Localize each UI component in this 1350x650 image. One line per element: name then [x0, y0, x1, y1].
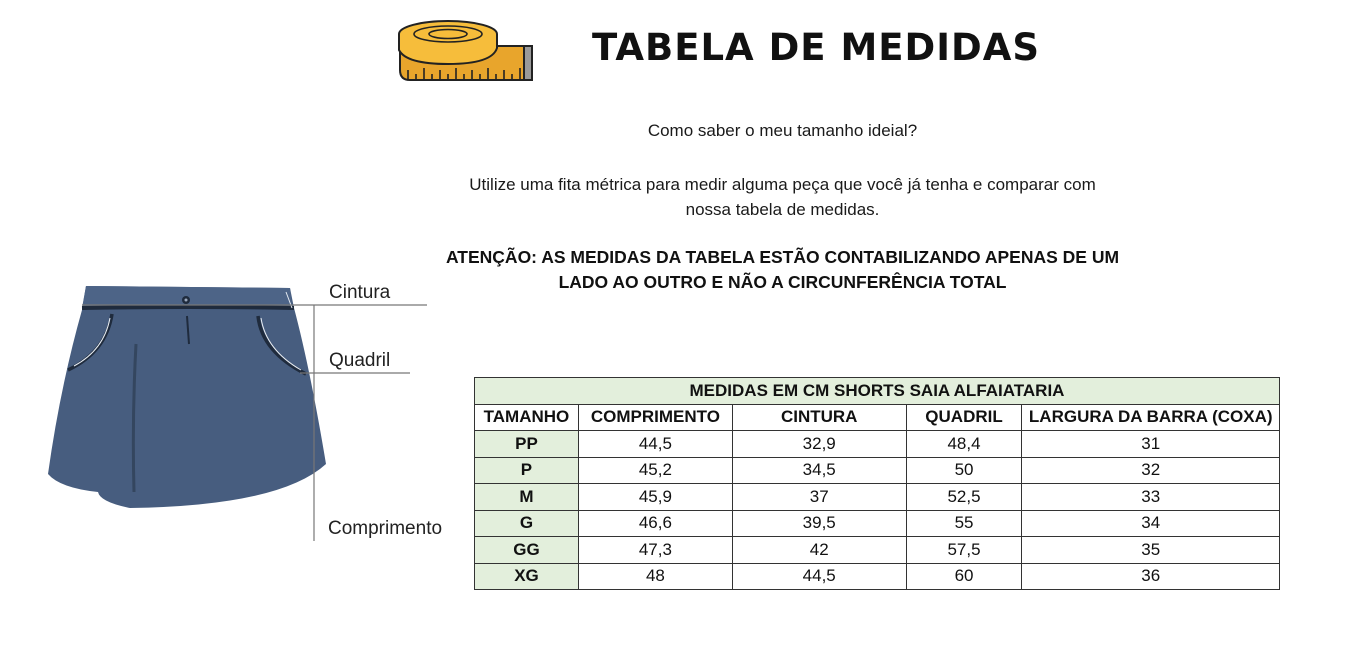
header-cintura: CINTURA	[732, 404, 906, 431]
table-cell: 42	[732, 537, 906, 564]
size-cell: GG	[475, 537, 579, 564]
table-row	[475, 510, 1280, 537]
warning-text	[400, 245, 1165, 295]
header-largura-barra: LARGURA DA BARRA (COXA)	[1022, 404, 1280, 431]
label-quadril: Quadril	[329, 350, 391, 371]
label-cintura: Cintura	[329, 282, 391, 303]
table-cell: 34,5	[732, 457, 906, 484]
table-cell: 35	[1022, 537, 1280, 564]
size-cell: M	[475, 484, 579, 511]
instruction-text	[400, 172, 1165, 222]
table-cell: 44,5	[732, 563, 906, 590]
table-row	[475, 457, 1280, 484]
table-caption-row	[475, 378, 1280, 405]
table-cell: 46,6	[578, 510, 732, 537]
table-header-row	[475, 404, 1280, 431]
table-cell: 37	[732, 484, 906, 511]
header-quadril: QUADRIL	[906, 404, 1022, 431]
table-row	[475, 484, 1280, 511]
header-tamanho: TAMANHO	[475, 404, 579, 431]
table-cell: 50	[906, 457, 1022, 484]
table-cell: 47,3	[578, 537, 732, 564]
skirt-shorts-illustration	[40, 278, 340, 518]
table-cell: 52,5	[906, 484, 1022, 511]
size-table	[474, 377, 1280, 590]
size-cell: PP	[475, 431, 579, 458]
size-cell: G	[475, 510, 579, 537]
table-cell: 57,5	[906, 537, 1022, 564]
instruction-line-1: Utilize uma fita métrica para medir alguma peça que você já tenha e comparar com	[469, 175, 1096, 194]
table-cell: 45,2	[578, 457, 732, 484]
table-cell: 45,9	[578, 484, 732, 511]
table-row	[475, 537, 1280, 564]
table-cell: 34	[1022, 510, 1280, 537]
table-cell: 44,5	[578, 431, 732, 458]
page-title: TABELA DE MEDIDAS	[592, 26, 1041, 69]
header-comprimento: COMPRIMENTO	[578, 404, 732, 431]
table-row	[475, 431, 1280, 458]
warning-line-2: LADO AO OUTRO E NÃO A CIRCUNFERÊNCIA TOTAL	[558, 272, 1007, 292]
size-question: Como saber o meu tamanho ideial?	[647, 121, 918, 140]
table-cell: 39,5	[732, 510, 906, 537]
label-comprimento: Comprimento	[328, 518, 443, 539]
table-cell: 31	[1022, 431, 1280, 458]
instruction-line-2: nossa tabela de medidas.	[685, 200, 880, 219]
warning-line-1: ATENÇÃO: AS MEDIDAS DA TABELA ESTÃO CONTABILIZANDO APENAS DE UM	[445, 247, 1120, 267]
table-cell: 32,9	[732, 431, 906, 458]
table-cell: 32	[1022, 457, 1280, 484]
measuring-tape-icon	[396, 18, 536, 84]
table-cell: 33	[1022, 484, 1280, 511]
table-row	[475, 563, 1280, 590]
table-cell: 36	[1022, 563, 1280, 590]
size-cell: XG	[475, 563, 579, 590]
table-caption: MEDIDAS EM CM SHORTS SAIA ALFAIATARIA	[475, 378, 1280, 405]
size-cell: P	[475, 457, 579, 484]
table-cell: 60	[906, 563, 1022, 590]
table-cell: 48,4	[906, 431, 1022, 458]
table-cell: 55	[906, 510, 1022, 537]
table-cell: 48	[578, 563, 732, 590]
